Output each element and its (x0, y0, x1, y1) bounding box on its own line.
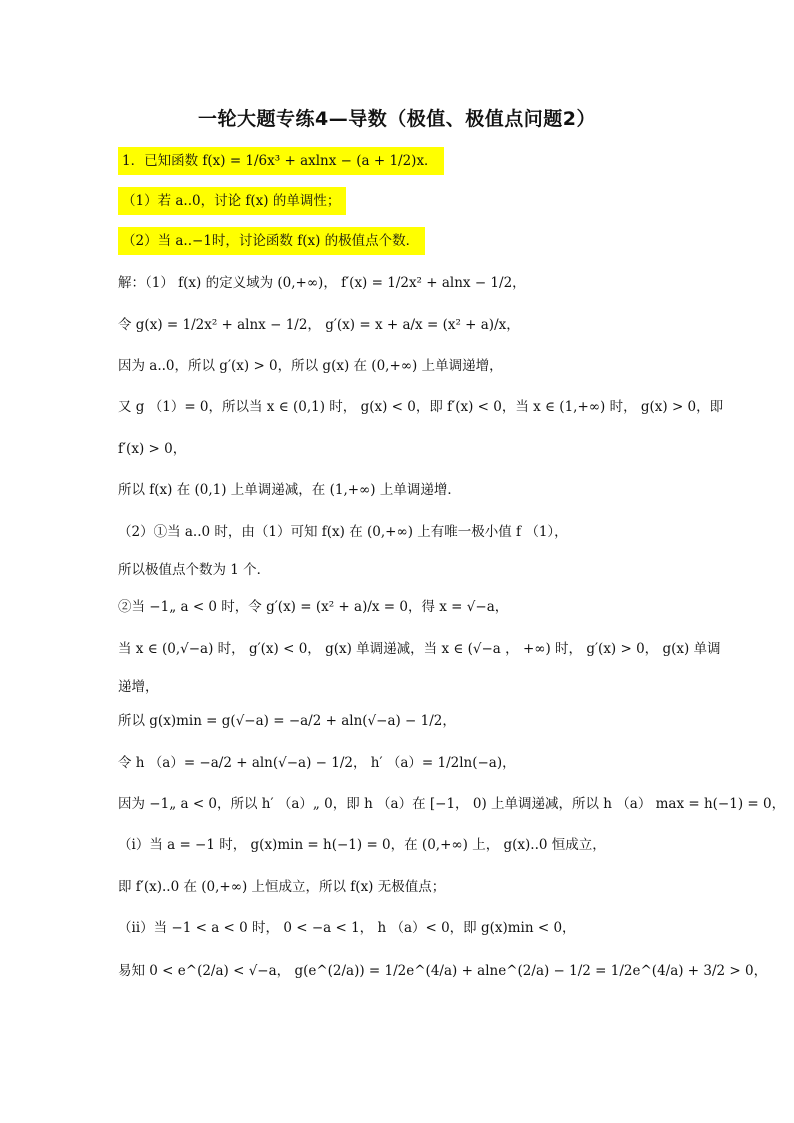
solution-line: （ⅰ）当 a = −1 时， g(x)min = h(−1) = 0，在 (0,+∞) 上， g(x)..0 恒成立， (118, 837, 606, 853)
page-title: 一轮大题专练4—导数（极值、极值点问题2） (198, 108, 596, 130)
solution-line: 即 f′(x)..0 在 (0,+∞) 上恒成立，所以 f(x) 无极值点； (118, 879, 446, 895)
solution-line: 递增， (118, 679, 159, 695)
solution-line: ②当 −1„ a < 0 时，令 g′(x) = (x² + a)/x = 0，得 x = √−a， (118, 599, 509, 615)
solution-line: 所以极值点个数为 1 个． (118, 562, 271, 578)
problem-statement (118, 152, 444, 170)
solution-line: 解：（1） f(x) 的定义域为 (0,+∞)， f′(x) = 1/2x² + alnx − 1/2， (118, 275, 526, 291)
solution-line: f′(x) > 0， (118, 441, 187, 457)
solution-line: （ⅱ）当 −1 < a < 0 时， 0 < −a < 1， h （a）< 0，即 g(x)min < 0， (118, 920, 576, 936)
part-2-question (118, 232, 425, 250)
highlight: （2）当 a..−1时，讨论函数 f(x) 的极值点个数． (118, 227, 425, 255)
solution-line: 令 g(x) = 1/2x² + alnx − 1/2， g′(x) = x + a/x = (x² + a)/x， (118, 317, 520, 333)
solution-line: 因为 a..0，所以 g′(x) > 0，所以 g(x) 在 (0,+∞) 上单调递增， (118, 358, 503, 374)
solution-line: 又 g （1）= 0，所以当 x ∈ (0,1) 时， g(x) < 0，即 f′(x) < 0，当 x ∈ (1,+∞) 时， g(x) > 0，即 (118, 399, 724, 415)
solution-line: 所以 g(x)min = g(√−a) = −a/2 + aln(√−a) − 1/2， (118, 713, 456, 729)
solution-line: 令 h （a）= −a/2 + aln(√−a) − 1/2， h′ （a）= 1/2ln(−a)， (118, 755, 516, 771)
solution-line: 所以 f(x) 在 (0,1) 上单调递减，在 (1,+∞) 上单调递增． (118, 482, 461, 498)
highlight: （1）若 a..0，讨论 f(x) 的单调性； (118, 187, 346, 215)
highlight: 1．已知函数 f(x) = 1/6x³ + axlnx − (a + 1/2)x． (118, 147, 444, 175)
solution-line: 因为 −1„ a < 0，所以 h′ （a）„ 0，即 h （a）在 [−1， 0) 上单调递减，所以 h （a） max = h(−1) = 0， (118, 796, 786, 812)
part-1-question (118, 192, 346, 210)
solution-line: （2）①当 a..0 时，由（1）可知 f(x) 在 (0,+∞) 上有唯一极小值 f （1）， (118, 524, 568, 540)
solution-line: 易知 0 < e^(2/a) < √−a， g(e^(2/a)) = 1/2e^(4/a) + alne^(2/a) − 1/2 = 1/2e^(4/a) + 3/2 > 0， (118, 963, 768, 979)
solution-line: 当 x ∈ (0,√−a) 时， g′(x) < 0， g(x) 单调递减，当 x ∈ (√−a ， +∞) 时， g′(x) > 0， g(x) 单调 (118, 641, 721, 657)
